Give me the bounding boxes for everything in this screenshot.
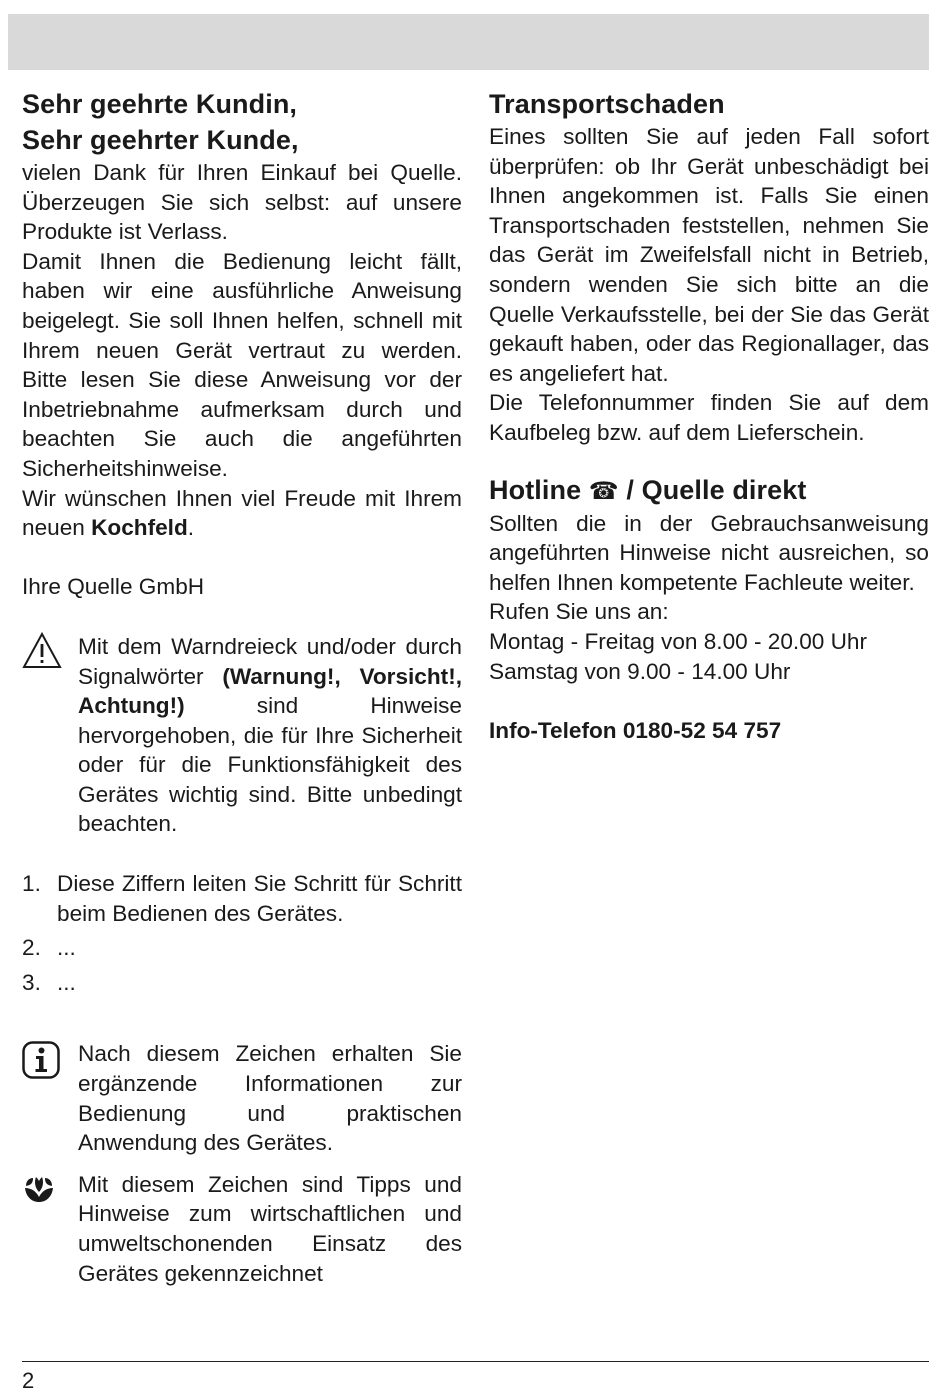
greeting-line-1: Sehr geehrte Kundin,	[22, 89, 298, 119]
warning-text-end: sind Hinweise hervorgehoben, die für Ihre Sicherheit oder für die Funktionsfähigkeit des Gerätes wichtig sind. Bitte unbedingt beachten.	[78, 693, 462, 837]
info-phone-number: Info-Telefon 0180-52 54 757	[489, 717, 782, 743]
left-column	[22, 86, 462, 1288]
signature: Ihre Quelle GmbH	[22, 574, 205, 600]
info-text: Nach diesem Zeichen erhalten Sie ergänzende Informationen zur Bedienung und praktischen Anwendung des Gerätes.	[78, 1041, 462, 1156]
intro-paragraph-3-start: Wir wünschen Ihnen viel Freude mit Ihrem neuen	[22, 485, 462, 541]
hotline-title-end: / Quelle direkt	[618, 474, 807, 505]
list-item	[22, 869, 462, 928]
info-icon	[22, 1041, 60, 1079]
step-number: 1.	[22, 871, 41, 897]
greeting-heading	[22, 86, 462, 158]
page-number: 2	[22, 1368, 35, 1393]
eco-text: Mit diesem Zeichen sind Tipps und Hinweise zum wirtschaftlichen und umweltschonenden Einsatz des Gerätes gekennzeichnet	[78, 1171, 462, 1286]
warning-text-start: Mit dem Warndreieck und/oder durch Signalwörter	[78, 633, 462, 689]
step-number: 2.	[22, 935, 41, 961]
call-us-text: Rufen Sie uns an:	[489, 599, 669, 625]
list-item	[22, 933, 462, 963]
eco-notice	[22, 1170, 462, 1288]
hotline-paragraph: Sollten die in der Gebrauchsanweisung angeführten Hinweise nicht ausreichen, so helfen Ihnen kompetente Fachleute weiter.	[489, 510, 929, 595]
hotline-heading	[489, 472, 929, 509]
hours-saturday: Samstag von 9.00 - 14.00 Uhr	[489, 658, 791, 684]
footer-divider	[22, 1361, 929, 1362]
hours-weekday: Montag - Freitag von 8.00 - 20.00 Uhr	[489, 628, 868, 654]
warning-notice	[22, 632, 462, 839]
info-notice	[22, 1039, 462, 1157]
hotline-title-start: Hotline	[489, 474, 589, 505]
warning-signal-words: (Warnung!, Vorsicht!, Achtung!)	[78, 663, 462, 719]
info-phone	[489, 716, 929, 746]
header-bar	[8, 14, 929, 70]
telephone-icon: ☎	[588, 476, 619, 505]
step-number: 3.	[22, 969, 41, 995]
transport-heading: Transportschaden	[489, 89, 725, 119]
transport-paragraph-2: Die Telefonnummer finden Sie auf dem Kaufbeleg bzw. auf dem Lieferschein.	[489, 390, 929, 445]
intro-paragraph-3-end: .	[187, 515, 195, 541]
intro-paragraph-1: vielen Dank für Ihren Einkauf bei Quelle. Überzeugen Sie sich selbst: auf unsere Produkte ist Verlass.	[22, 160, 462, 245]
intro-paragraph-3	[22, 484, 462, 543]
warning-triangle-icon	[22, 632, 62, 670]
list-item	[22, 968, 462, 998]
leaf-eco-icon	[22, 1172, 56, 1206]
warning-text	[78, 632, 462, 839]
steps-list	[22, 869, 462, 997]
right-column	[489, 86, 929, 745]
step-text: ...	[57, 969, 76, 995]
step-text: Diese Ziffern leiten Sie Schritt für Schritt beim Bedienen des Gerätes.	[57, 871, 462, 926]
intro-paragraph-2: Damit Ihnen die Bedienung leicht fällt, haben wir eine ausführliche Anweisung beigelegt. Sie soll Ihnen helfen, schnell mit Ihrem neuen Gerät vertraut zu werden. Bitte lesen Sie diese Anweisung vor der Inbetriebnahme aufmerksam durch und beachten Sie auch die angeführten Sicherheitshinweise.	[22, 248, 462, 481]
step-text: ...	[57, 935, 76, 961]
greeting-line-2: Sehr geehrter Kunde,	[22, 125, 299, 155]
product-name: Kochfeld	[91, 515, 188, 541]
transport-paragraph-1: Eines sollten Sie auf jeden Fall sofort überprüfen: ob Ihr Gerät unbeschädigt bei Ihnen angekommen ist. Falls Sie einen Transportschaden feststellen, nehmen Sie das Gerät im Zweifelsfall nicht in Betrieb, sondern wenden Sie sich bitte an die Quelle Verkaufsstelle, bei der Sie das Gerät gekauft haben, oder das Regionallager, das es angeliefert hat.	[489, 124, 929, 386]
